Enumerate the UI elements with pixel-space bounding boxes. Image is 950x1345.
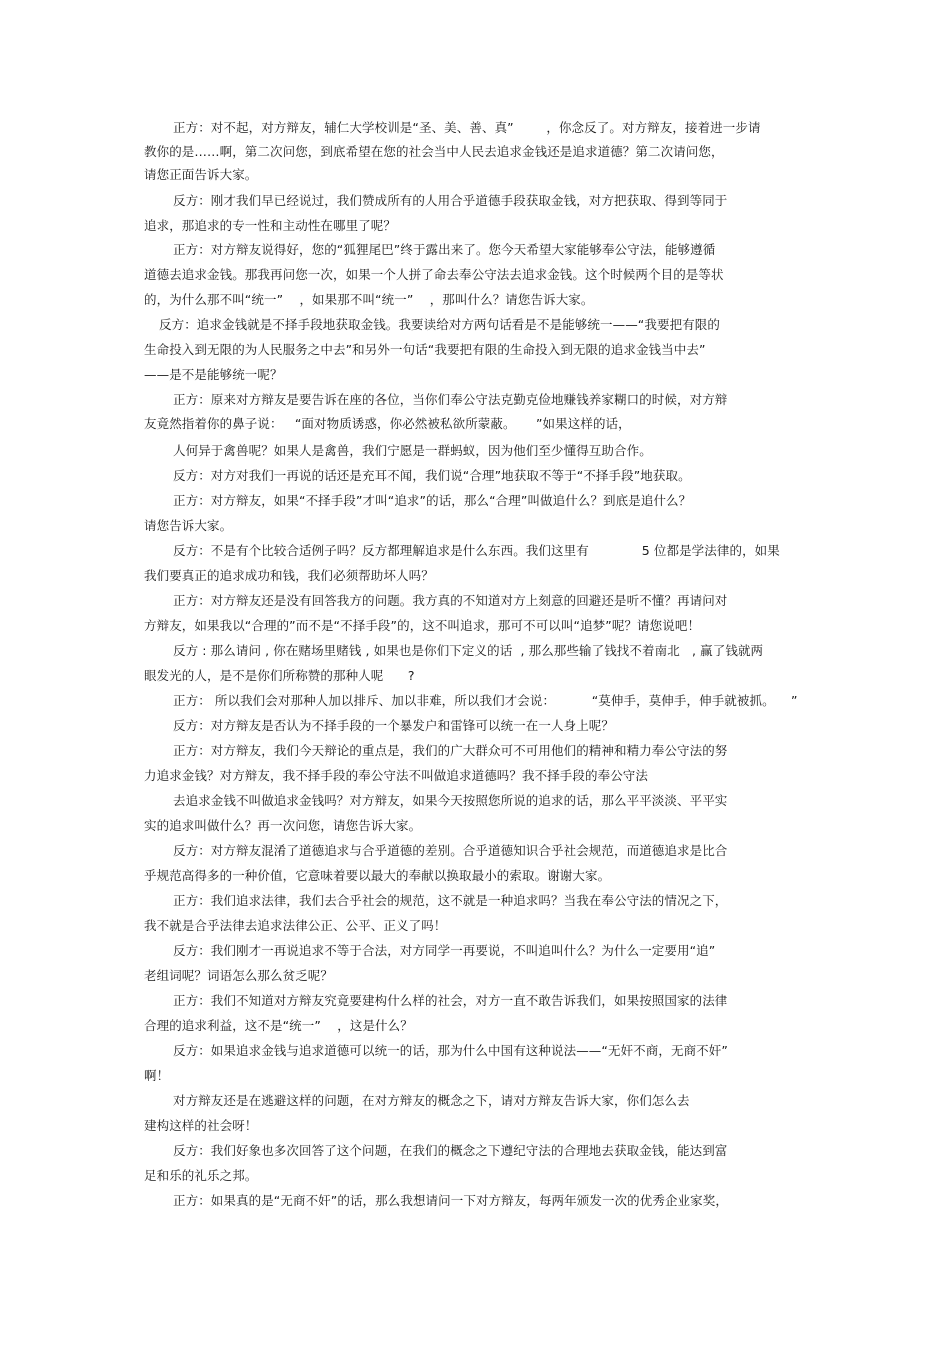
text-line: 反方：对方辩友混淆了道德追求与合乎道德的差别。合乎道德知识合乎社会规范，而道德追求是比合 bbox=[173, 843, 728, 858]
text-line: 对方辩友还是在逃避这样的问题，在对方辩友的概念之下，请对方辩友告诉大家，你们怎么去 bbox=[173, 1093, 690, 1108]
text-line: 正方：对方辩友，如果“不择手段”才叫“追求”的话，那么“合理”叫做追什么？到底是追什么？ bbox=[173, 493, 692, 508]
text-line: 请您正面告诉大家。 bbox=[144, 167, 258, 182]
text-line: 反方：如果追求金钱与追求道德可以统一的话，那为什么中国有这种说法——“无奸不商，无商不奸” bbox=[173, 1043, 728, 1058]
text-line: ——是不是能够统一呢？ bbox=[144, 367, 283, 382]
text-line: 友竟然指着你的鼻子说： “面对物质诱惑，你必然被私欲所蒙蔽。 ”如果这样的话， bbox=[144, 416, 631, 431]
text-line: 反方：追求金钱就是不择手段地获取金钱。我要读给对方两句话看是不是能够统一——“我要把有限的 bbox=[159, 317, 720, 332]
text-line: 正方： 所以我们会对那种人加以排斥、加以非难，所以我们才会说： “莫伸手，莫伸手，伸手就被抓。 ” bbox=[173, 693, 798, 708]
text-line: 正方：对方辩友说得好，您的“狐狸尾巴”终于露出来了。您今天希望大家能够奉公守法，能够遵循 bbox=[173, 242, 716, 257]
text-line: 方辩友，如果我以“合理的”而不是“不择手段”的，这不叫追求，那可不可以叫“追梦”呢？请您说吧！ bbox=[144, 618, 701, 633]
text-line: 反方：刚才我们早已经说过，我们赞成所有的人用合乎道德手段获取金钱，对方把获取、得到等同于 bbox=[173, 193, 728, 208]
text-line: 乎规范高得多的一种价值，它意味着要以最大的奉献以换取最小的索取。谢谢大家。 bbox=[144, 868, 611, 883]
text-line: 反方：我们好象也多次回答了这个问题，在我们的概念之下遵纪守法的合理地去获取金钱，能达到富 bbox=[173, 1143, 728, 1158]
text-line: 力追求金钱？对方辩友，我不择手段的奉公守法不叫做追求道德吗？我不择手段的奉公守法 bbox=[144, 768, 649, 783]
text-line: 反方：我们刚才一再说追求不等于合法，对方同学一再要说，不叫追叫什么？为什么一定要用“追” bbox=[173, 943, 716, 958]
text-line: 追求，那追求的专一性和主动性在哪里了呢？ bbox=[144, 218, 397, 233]
text-line: 老组词呢？词语怎么那么贫乏呢？ bbox=[144, 968, 334, 983]
text-line: 去追求金钱不叫做追求金钱吗？对方辩友，如果今天按照您所说的追求的话，那么平平淡淡、平平实 bbox=[173, 793, 728, 808]
text-line: 正方：对方辩友还是没有回答我方的问题。我方真的不知道对方上刻意的回避还是听不懂？再请问对 bbox=[173, 593, 728, 608]
text-line: 实的追求叫做什么？再一次问您，请您告诉大家。 bbox=[144, 818, 422, 833]
text-line: 生命投入到无限的为人民服务之中去”和另外一句话“我要把有限的生命投入到无限的追求金钱当中去” bbox=[144, 342, 706, 357]
text-line: 反方：对方辩友是否认为不择手段的一个暴发户和雷锋可以统一在一人身上呢？ bbox=[173, 718, 615, 733]
text-line: 教你的是……啊，第二次问您，到底希望在您的社会当中人民去追求金钱还是追求道德？第二次请问您， bbox=[144, 144, 724, 159]
text-line: 足和乐的礼乐之邦。 bbox=[144, 1168, 258, 1183]
text-line: 请您告诉大家。 bbox=[144, 518, 233, 533]
text-line: 正方：原来对方辩友是要告诉在座的各位，当你们奉公守法克勤克俭地赚钱养家糊口的时候，对方辩 bbox=[173, 392, 728, 407]
text-line: 正方：我们追求法律，我们去合乎社会的规范，这不就是一种追求吗？当我在奉公守法的情况之下， bbox=[173, 893, 728, 908]
text-line: 人何异于禽兽呢？如果人是禽兽，我们宁愿是一群蚂蚁，因为他们至少懂得互助合作。 bbox=[173, 443, 652, 458]
text-line: 反方 : 那么请问 , 你在赌场里赌钱 , 如果也是你们下定义的话 , 那么那些输了钱找不着南北 , 赢了钱就两 bbox=[173, 643, 764, 658]
text-line: 的，为什么那不叫“统一” ，如果那不叫“统一” ，那叫什么？请您告诉大家。 bbox=[144, 292, 594, 307]
text-line: 我们要真正的追求成功和钱，我们必须帮助坏人吗？ bbox=[144, 568, 434, 583]
text-line: 建构这样的社会呀！ bbox=[144, 1118, 258, 1133]
text-line: 我不就是合乎法律去追求法律公正、公平、正义了吗！ bbox=[144, 918, 447, 933]
text-line: 反方：不是有个比较合适例子吗？反方都理解追求是什么东西。我们这里有 5 位都是学法律的，如果 bbox=[173, 543, 780, 558]
text-line: 正方：对方辩友，我们今天辩论的重点是，我们的广大群众可不可用他们的精神和精力奉公守法的努 bbox=[173, 743, 728, 758]
text-line: 合理的追求利益，这不是“统一” ，这是什么？ bbox=[144, 1018, 413, 1033]
text-line: 道德去追求金钱。那我再问您一次，如果一个人拼了命去奉公守法去追求金钱。这个时候两个目的是等状 bbox=[144, 267, 724, 282]
text-line: 正方：如果真的是“无商不奸”的话，那么我想请问一下对方辩友，每两年颁发一次的优秀企业家奖， bbox=[173, 1193, 728, 1208]
text-line: 反方：对方对我们一再说的话还是充耳不闻，我们说“合理”地获取不等于“不择手段”地获取。 bbox=[173, 468, 691, 483]
text-line: 正方：我们不知道对方辩友究竟要建构什么样的社会，对方一直不敢告诉我们，如果按照国家的法律 bbox=[173, 993, 728, 1008]
text-line: 眼发光的人，是不是你们所称赞的那种人呢 ? bbox=[144, 668, 415, 683]
text-line: 啊！ bbox=[144, 1068, 170, 1083]
text-line: 正方：对不起，对方辩友，辅仁大学校训是“圣、美、善、真” ，你念反了。对方辩友，接着进一步请 bbox=[173, 120, 761, 135]
